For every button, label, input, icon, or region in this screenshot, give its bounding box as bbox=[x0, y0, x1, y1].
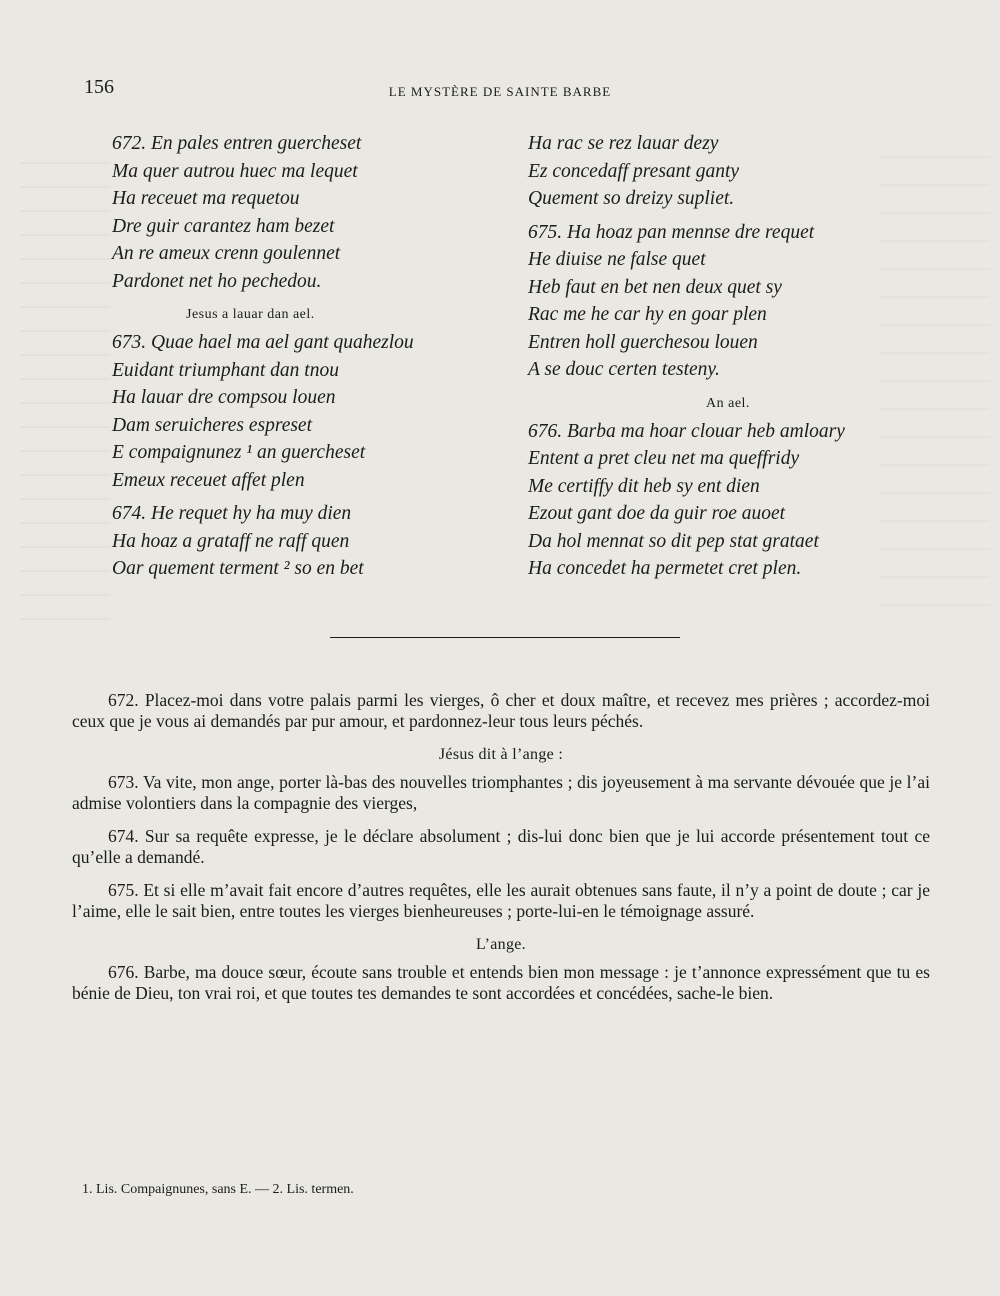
verse-line: Ha rac se rez lauar dezy bbox=[528, 133, 719, 154]
verse-line: Euidant triumphant dan tnou bbox=[112, 359, 339, 381]
translation-paragraph: 675. Et si elle m’avait fait encore d’autres requêtes, elle les aurait obtenues sans faute, il n’y a point de doute ; car je l’aime, elle le sait bien, entre toutes les vierges bienheureuses ; porte-lui-en le témoignage assuré. bbox=[72, 880, 930, 921]
verse-stanza bbox=[112, 130, 502, 295]
verse-line: Ha lauar dre compsou louen bbox=[112, 387, 336, 408]
verse-line: Rac me he car hy en goar plen bbox=[528, 304, 767, 325]
speaker-heading: An ael. bbox=[706, 395, 750, 411]
verse-line: Ez concedaff presant ganty bbox=[528, 160, 740, 182]
verse-line: An re ameux crenn goulennet bbox=[112, 243, 341, 264]
verse-line: Emeux receuet affet plen bbox=[112, 469, 305, 491]
verse-line: Entren holl guerchesou louen bbox=[528, 331, 758, 353]
translation-speaker: Jésus dit à l’ange : bbox=[438, 746, 564, 763]
verse-stanza bbox=[112, 500, 502, 583]
footnotes: 1. Lis. Compaignunes, sans E. — 2. Lis. termen. bbox=[82, 1182, 354, 1197]
verse-line: Ha concedet ha permetet cret plen. bbox=[528, 558, 802, 579]
speaker-heading: Jesus a lauar dan ael. bbox=[186, 307, 315, 322]
verse-line: E compaignunez ¹ an guercheset bbox=[112, 442, 366, 463]
translation-paragraph: 672. Placez-moi dans votre palais parmi les vierges, ô cher et doux maître, et recevez mes prières ; accordez-moi ceux que je vous ai demandés par pur amour, et pardonnez-leur tous leurs péchés. bbox=[72, 690, 930, 731]
verse-line: He diuise ne false quet bbox=[528, 249, 706, 270]
verse-line: Dam seruicheres espreset bbox=[112, 414, 313, 436]
verse-line: Pardonet net ho pechedou. bbox=[112, 270, 322, 292]
verse-line: Ezout gant doe da guir roe auoet bbox=[528, 503, 786, 524]
translation-paragraph: 673. Va vite, mon ange, porter là-bas des nouvelles triomphantes ; dis joyeusement à ma servante dévouée que je l’ai admise volontiers dans la compagnie des vierges, bbox=[72, 772, 930, 813]
verse-line: A se douc certen testeny. bbox=[528, 359, 720, 380]
verse-line: 672. En pales entren guercheset bbox=[112, 133, 362, 154]
show-through-left bbox=[20, 140, 110, 620]
verse-column-left bbox=[112, 130, 502, 589]
verse-stanza bbox=[528, 130, 938, 213]
verse-line: 673. Quae hael ma ael gant quahezlou bbox=[112, 332, 414, 353]
translation-speaker: L’ange. bbox=[476, 936, 526, 953]
verse-stanza bbox=[528, 219, 938, 384]
verse-line: Quement so dreizy supliet. bbox=[528, 188, 735, 209]
translation-text bbox=[72, 690, 930, 1016]
verse-line: 674. He requet hy ha muy dien bbox=[112, 503, 352, 524]
verse-line: 676. Barba ma hoar clouar heb amloary bbox=[528, 420, 845, 442]
verse-line: Ha receuet ma requetou bbox=[112, 188, 300, 209]
verse-line: Me certiffy dit heb sy ent dien bbox=[528, 475, 760, 497]
verse-stanza bbox=[528, 418, 938, 583]
translation-paragraph: 674. Sur sa requête expresse, je le déclare absolument ; dis-lui donc bien que je lui accorde présentement tout ce qu’elle a demandé. bbox=[72, 826, 930, 867]
verse-column-right bbox=[528, 130, 938, 589]
verse-line: Da hol mennat so dit pep stat grataet bbox=[528, 530, 819, 552]
page-number: 156 bbox=[84, 76, 114, 98]
running-title: LE MYSTÈRE DE SAINTE BARBE bbox=[388, 84, 612, 99]
verse-line: Ma quer autrou huec ma lequet bbox=[112, 160, 358, 182]
verse-line: 675. Ha hoaz pan mennse dre requet bbox=[528, 221, 815, 243]
verse-line: Entent a pret cleu net ma queffridy bbox=[528, 448, 800, 469]
verse-line: Heb faut en bet nen deux quet sy bbox=[528, 276, 782, 298]
section-divider bbox=[330, 637, 680, 638]
verse-stanza bbox=[112, 329, 502, 494]
translation-paragraph: 676. Barbe, ma douce sœur, écoute sans trouble et entends bien mon message : je t’annonce expressément que tu es bénie de Dieu, ton vrai roi, et que toutes tes demandes te sont accordées et concédées, sache-le bien. bbox=[72, 962, 930, 1003]
verse-line: Dre guir carantez ham bezet bbox=[112, 215, 335, 237]
verse-line: Ha hoaz a grataff ne raff quen bbox=[112, 530, 350, 552]
verse-line: Oar quement terment ² so en bet bbox=[112, 558, 364, 579]
